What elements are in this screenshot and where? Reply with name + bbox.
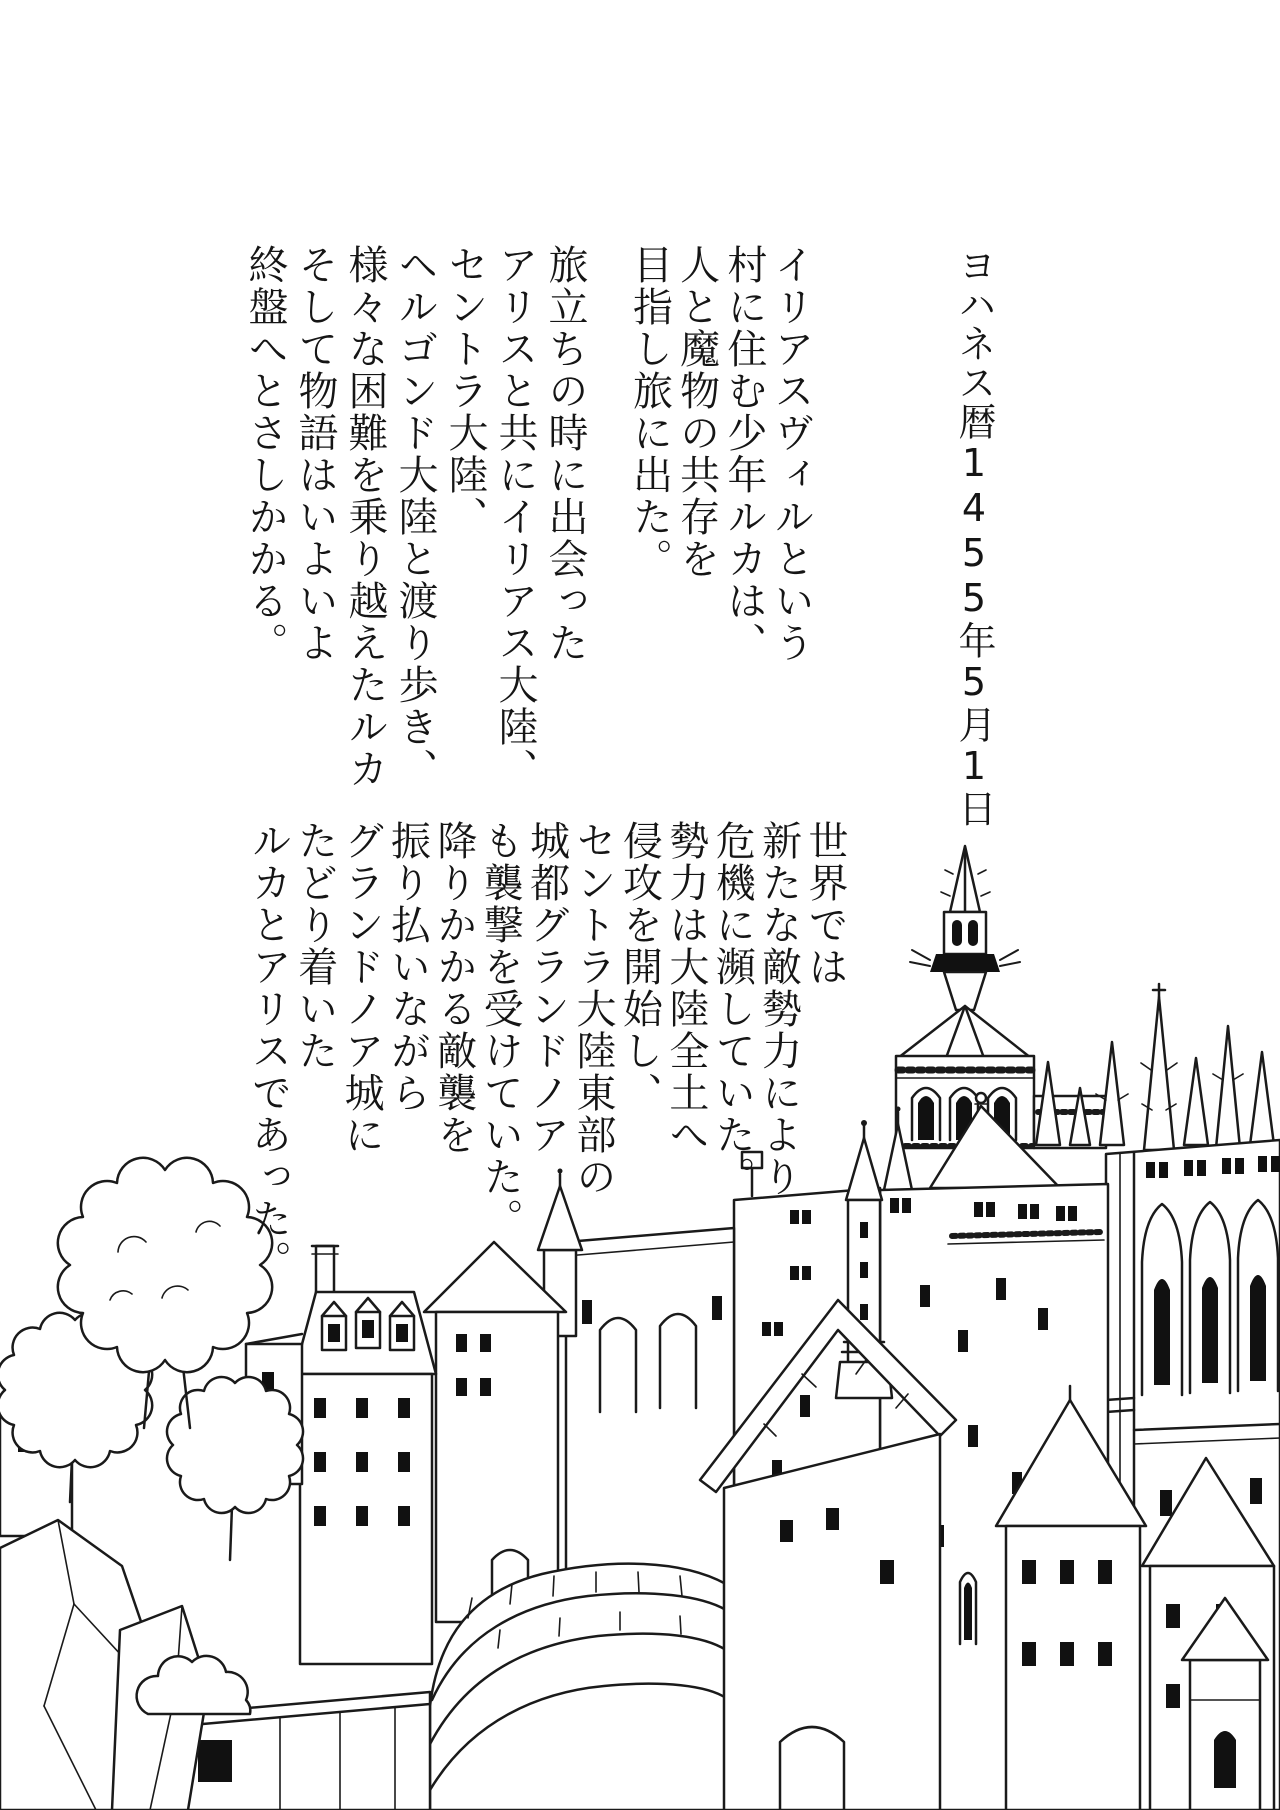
text-column: 村に住む少年ルカは、: [720, 244, 767, 664]
text-column: 振り払いながら: [384, 820, 431, 1114]
text-column: イリアスヴィルという: [768, 244, 814, 664]
text-column: たどり着いた: [291, 820, 338, 1072]
text-column: そして物語はいよいよ: [292, 244, 338, 664]
text-column: 勢力は大陸全土へ: [662, 820, 709, 1156]
text-column: 旅立ちの時に出会った: [542, 244, 588, 664]
text-column: グランドノア城に: [338, 820, 385, 1156]
text-column: セントラ大陸東部の: [570, 820, 617, 1198]
date-heading: [947, 246, 1002, 828]
text-column: 世界では: [802, 820, 848, 988]
text-column: アリスと共にイリアス大陸、: [492, 244, 538, 790]
cathedral-spire: [910, 846, 1020, 1010]
text-column: 目指し旅に出た。: [626, 244, 673, 580]
text-column: 様々な困難を乗り越えたルカ: [342, 244, 388, 790]
text-column: ヘルゴンド大陸と渡り歩き、: [392, 244, 438, 790]
story-paragraph-2: [240, 244, 590, 790]
gable-house: [424, 1242, 566, 1622]
text-column: 侵攻を開始し、: [616, 820, 663, 1114]
text-column: 降りかかる敵襲を: [430, 820, 477, 1156]
text-column: セントラ大陸、: [442, 244, 488, 538]
mansard-house: [294, 1246, 436, 1664]
text-column: ヨハネス暦1455年5月1日: [952, 246, 996, 828]
text-column: 城都グランドノア: [523, 820, 570, 1156]
text-column: 人と魔物の共存を: [673, 244, 720, 580]
story-paragraph-1: [625, 244, 814, 664]
story-paragraph-3: [245, 820, 848, 1282]
text-column: 危機に瀕していた。: [709, 820, 756, 1198]
text-column: も襲撃を受けていた。: [477, 820, 524, 1240]
text-column: 新たな敵勢力により: [755, 820, 802, 1198]
text-column: ルカとアリスであった。: [245, 820, 292, 1282]
text-column: 終盤へとさしかかる。: [242, 244, 288, 664]
